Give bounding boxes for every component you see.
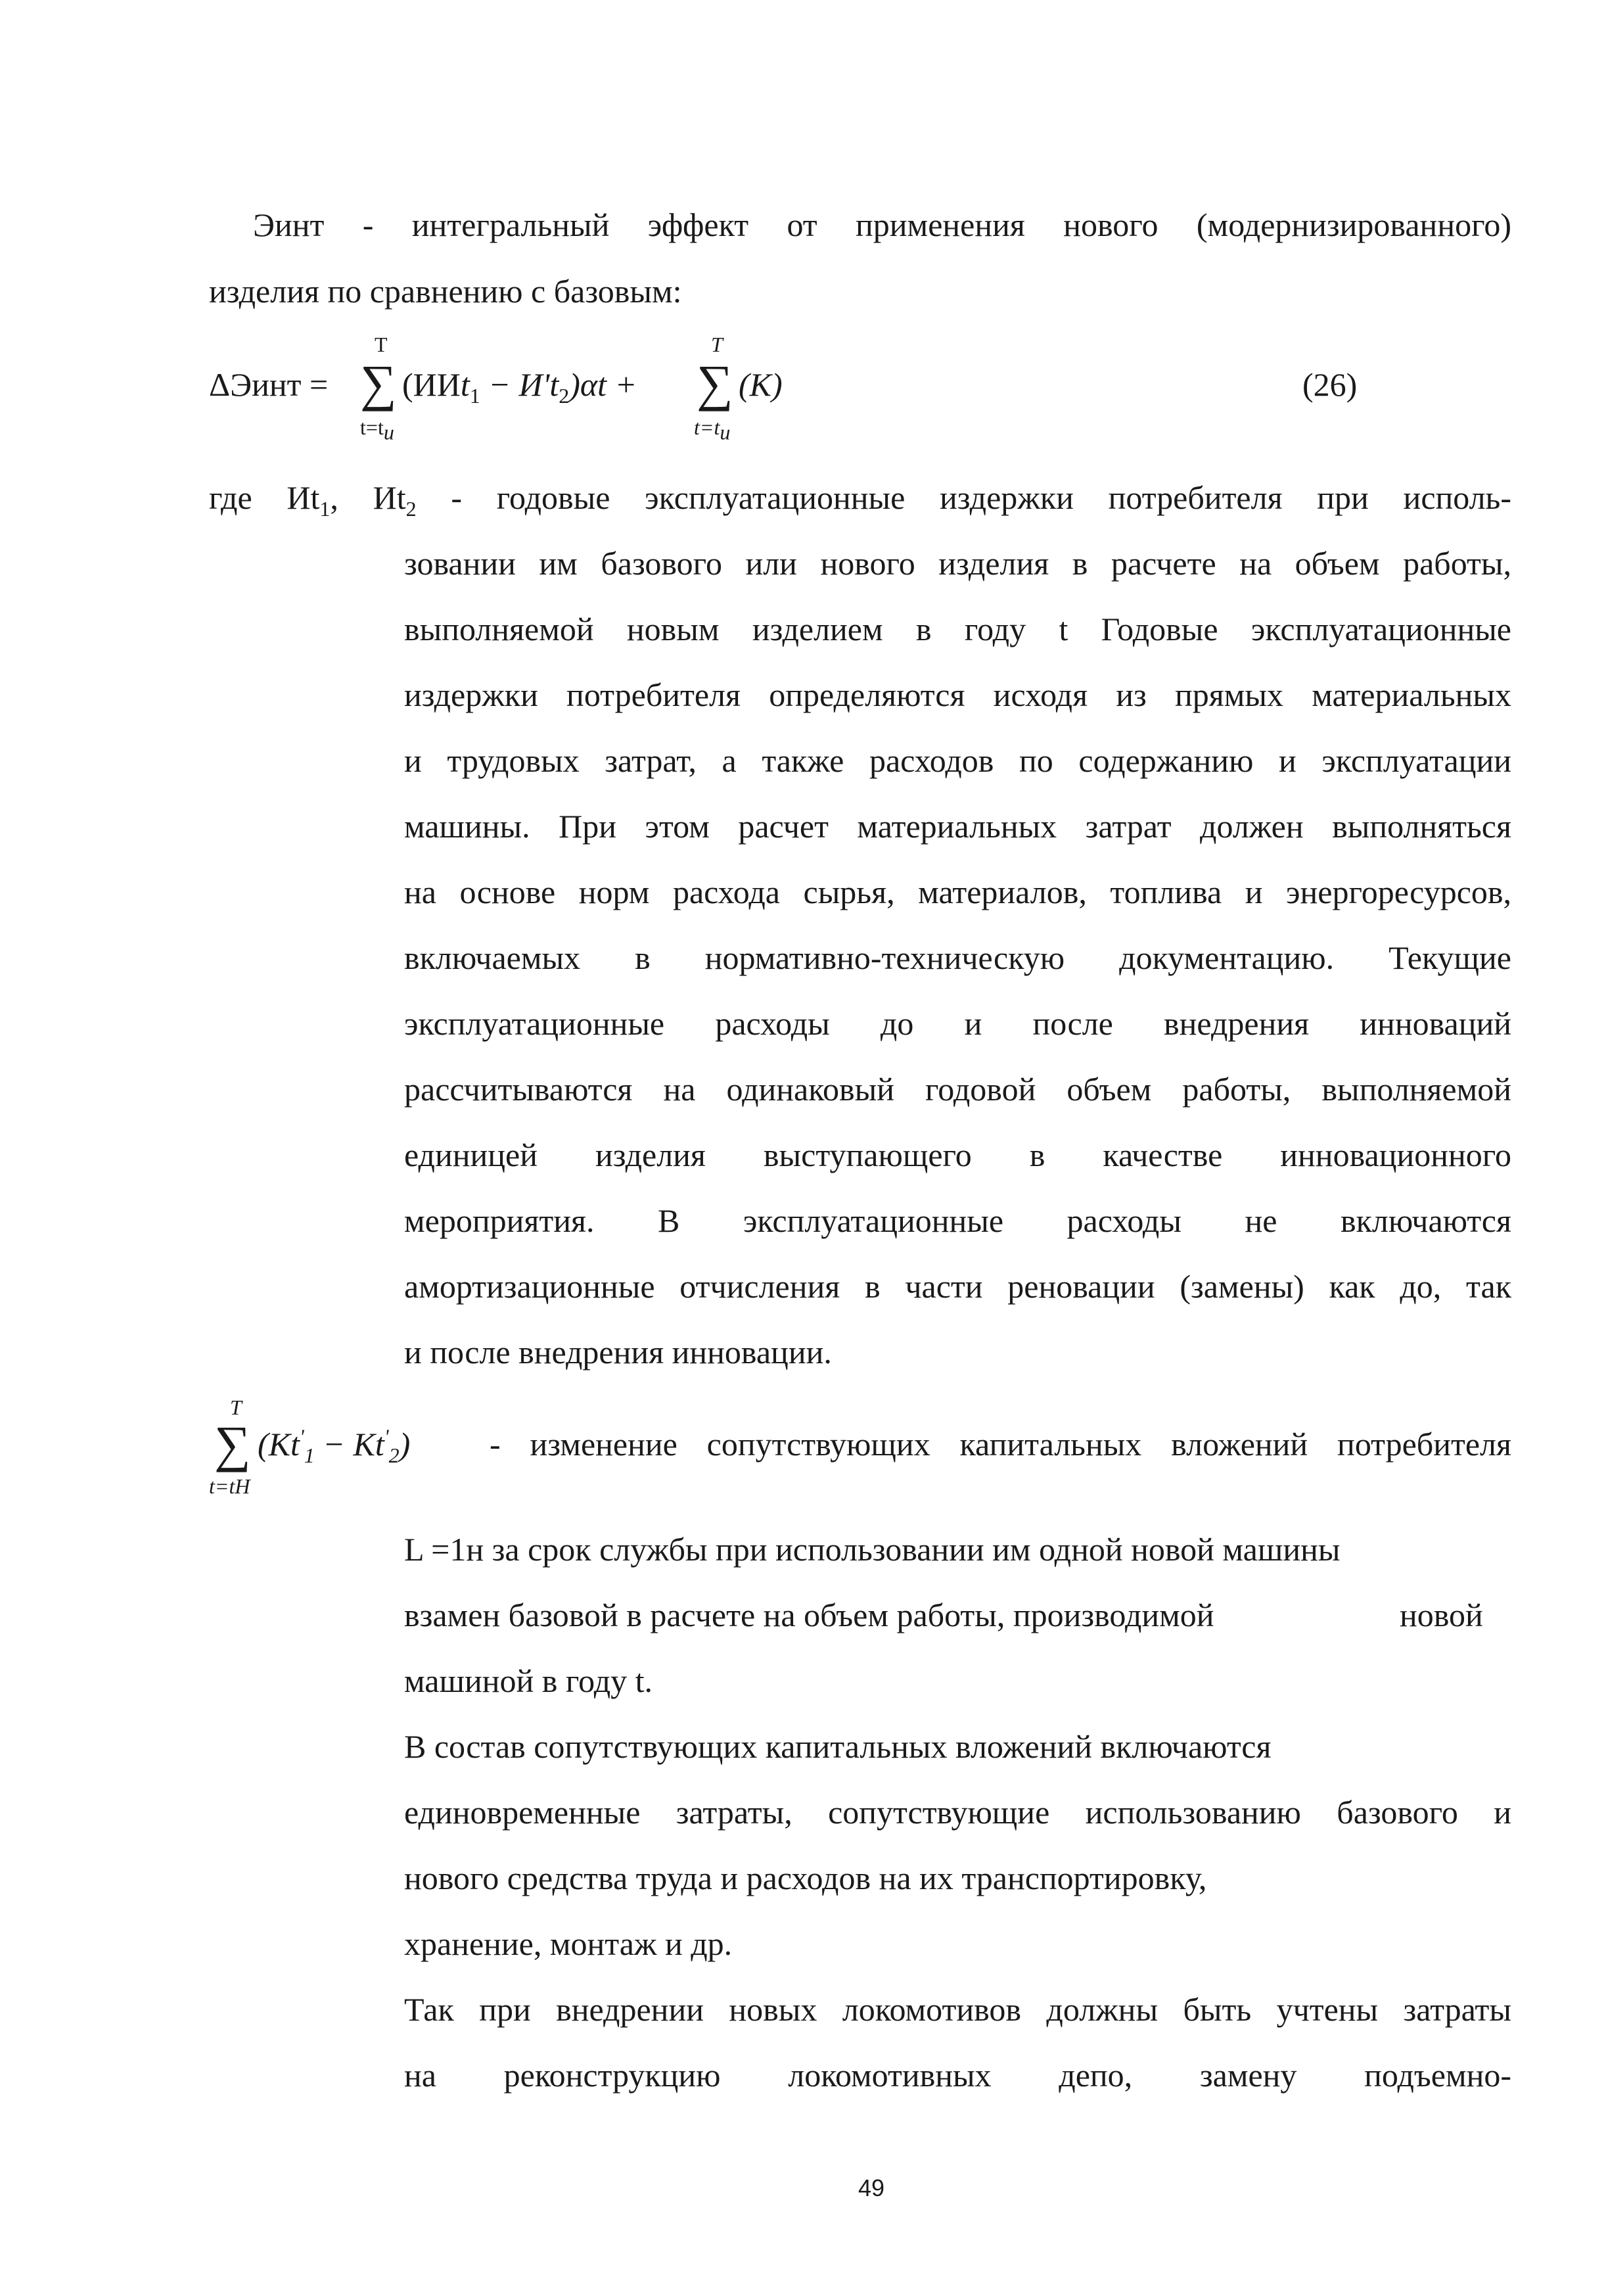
term2: (K) <box>739 366 783 403</box>
capital-desc: - изменение сопутствующих капитальных вложений потребителя <box>490 1426 1511 1463</box>
sum1-sigma: ∑ <box>360 354 397 411</box>
formula-lhs: ΔЭинт = <box>209 366 329 403</box>
where-line-9: эксплуатационные расходы до и после внедрения инноваций <box>404 1005 1511 1042</box>
where-line-6: машины. При этом расчет материальных затрат должен выполняться <box>404 808 1511 845</box>
where-line-7: на основе норм расхода сырья, материалов, топлива и энергоресурсов, <box>404 874 1511 910</box>
sum2-upper: T <box>711 333 723 356</box>
where-line-10: рассчитываются на одинаковый годовой объем работы, выполняемой <box>404 1071 1511 1108</box>
capital-line-8: Так при внедрении новых локомотивов должны быть учтены затраты <box>404 1991 1511 2028</box>
sum2-lower: $t=t_и$ <box>694 415 731 444</box>
capital-line-1: L =1н за срок службы при использовании им одной новой машины <box>404 1531 1341 1568</box>
where-line-13: амортизационные отчисления в части реновации (замены) как до, так <box>404 1268 1511 1305</box>
capital-line-6: нового средства труда и расходов на их транспортировку, <box>404 1860 1207 1896</box>
capital-line-2: взамен базовой в расчете на объем работы, производимой <box>404 1597 1214 1633</box>
formula-number: (26) <box>1302 366 1358 403</box>
where-line-8: включаемых в нормативно-техническую документацию. Текущие <box>404 939 1511 976</box>
capital-line-3: машиной в году t. <box>404 1662 653 1699</box>
page-number: 49 <box>858 2174 885 2201</box>
intro-line-1: Эинт - интегральный эффект от применения нового (модернизированного) <box>253 206 1511 243</box>
where-line-5: и трудовых затрат, а также расходов по содержанию и эксплуатации <box>404 742 1511 779</box>
where-line-4: издержки потребителя определяются исходя из прямых материальных <box>404 676 1511 713</box>
where-line-1: где $Иt_1$, $Иt_2$ - годовые эксплуатационные издержки потребителя при исполь- <box>209 479 1512 521</box>
term1: $(ИИt_1 - И't_2)\alpha t$ + <box>402 366 637 408</box>
capital-sum-upper: T <box>230 1395 242 1419</box>
capital-expr: $(Kt'_1 - Kt'_2)$ <box>258 1424 411 1467</box>
capital-line-2-tail: новой <box>1400 1597 1483 1633</box>
where-line-12: мероприятия. В эксплуатационные расходы не включаются <box>404 1202 1511 1239</box>
sum1-lower: $t=t_и$ <box>360 415 394 444</box>
capital-sum-sigma: ∑ <box>214 1415 251 1472</box>
capital-sum-lower: t=tH <box>209 1474 250 1498</box>
where-line-14: и после внедрения инновации. <box>404 1334 832 1371</box>
where-line-2: зовании им базового или нового изделия в расчете на объем работы, <box>404 545 1511 582</box>
capital-line-4: В состав сопутствующих капитальных вложений включаются <box>404 1728 1272 1765</box>
capital-line-9: на реконструкцию локомотивных депо, замену подъемно- <box>404 2057 1511 2094</box>
capital-line-7: хранение, монтаж и др. <box>404 1925 733 1962</box>
where-line-3: выполняемой новым изделием в году t Годовые эксплуатационные <box>404 611 1511 647</box>
sum1-upper: T <box>375 333 388 356</box>
where-line-11: единицей изделия выступающего в качестве инновационного <box>404 1136 1511 1173</box>
intro-line-2: изделия по сравнению с базовым: <box>209 273 682 310</box>
sum2-sigma: ∑ <box>697 354 733 411</box>
capital-line-5: единовременные затраты, сопутствующие использованию базового и <box>404 1794 1511 1831</box>
